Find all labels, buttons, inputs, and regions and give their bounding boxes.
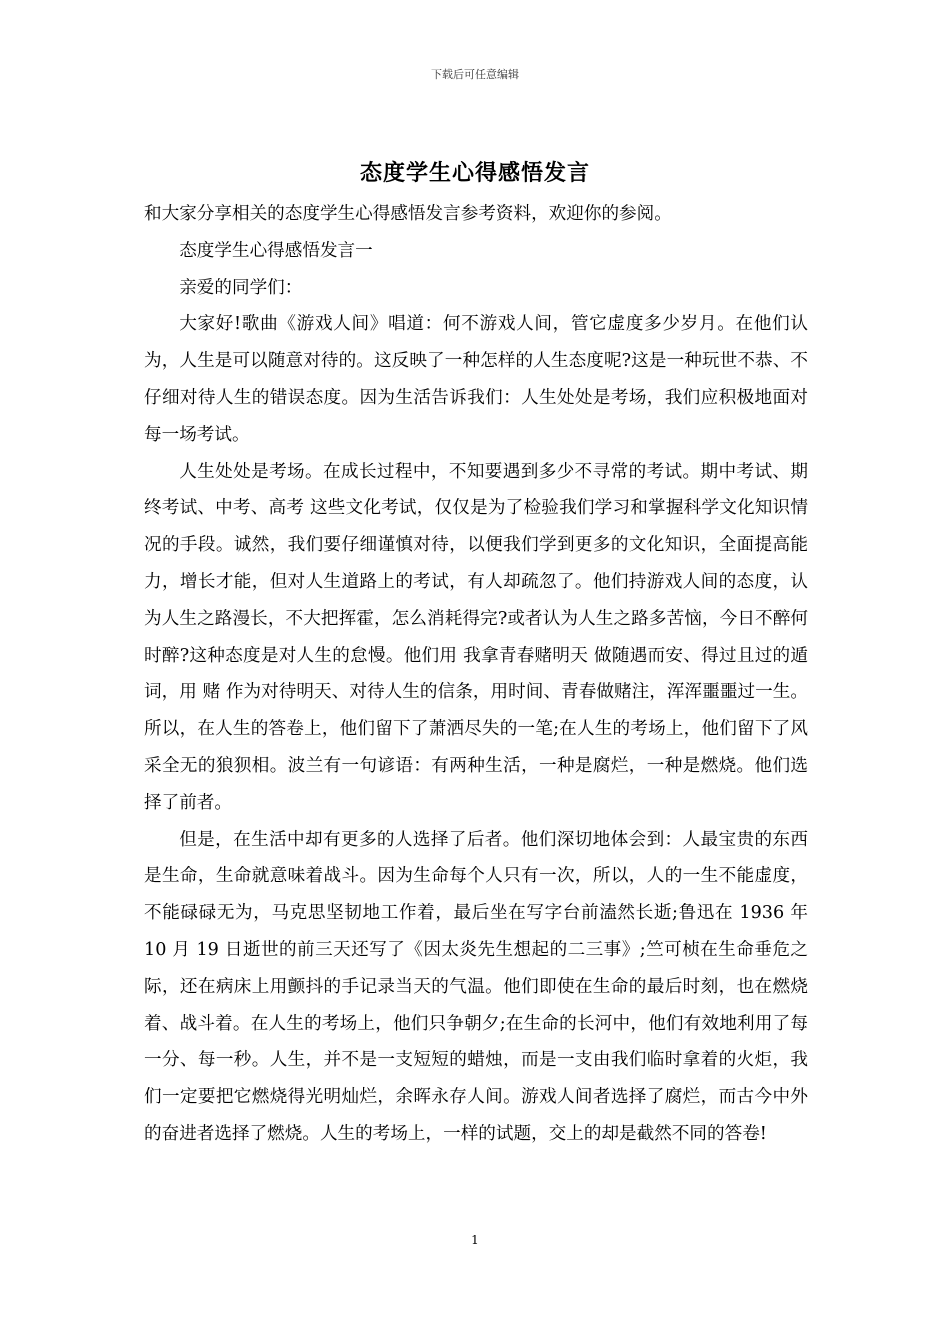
body-paragraph: 但是，在生活中却有更多的人选择了后者。他们深切地体会到：人最宝贵的东西是生命，生命就意味着战斗。因为生命每个人只有一次，所以，人的一生不能虚度，不能碌碌无为，马克思坚韧地工作着，最后坐在写字台前溘然长逝;鲁迅在 1936 年 10 月 19 日逝世的前三天还写了《因太炎先生想起的二三事》;竺可桢在生命垂危之际，还在病床上用颤抖的手记录当天的气温。他们即使在生命的最后时刻，也在燃烧着、战斗着。在人生的考场上，他们只争朝夕;在生命的长河中，他们有效地利用了每一分、每一秒。人生，并不是一支短短的蜡烛，而是一支由我们临时拿着的火炬，我们一定要把它燃烧得光明灿烂，余晖永存人间。游戏人间者选择了腐烂，而古今中外的奋进者选择了燃烧。人生的考场上，一样的试题，交上的却是截然不同的答卷!: [144, 829, 808, 1144]
page-header: 下载后可任意编辑: [431, 68, 519, 81]
section-heading: 态度学生心得感悟发言一: [179, 240, 373, 261]
intro-paragraph: 和大家分享相关的态度学生心得感悟发言参考资料，欢迎你的参阅。: [144, 204, 672, 224]
document-body: [144, 196, 808, 1153]
body-paragraph: 人生处处是考场。在成长过程中，不知要遇到多少不寻常的考试。期中考试、期终考试、中考、高考 这些文化考试，仅仅是为了检验我们学习和掌握科学文化知识情况的手段。诚然，我们要仔细谨慎对待，以便我们学到更多的文化知识，全面提高能力，增长才能，但对人生道路上的考试，有人却疏忽了。他们持游戏人间的态度，认为人生之路漫长，不大把挥霍，怎么消耗得完?或者认为人生之路多苦恼，今日不醉何时醉?这种态度是对人生的怠慢。他们用 我拿青春赌明天 做随遇而安、得过且过的遁词，用 赌 作为对待明天、对待人生的信条，用时间、青春做赌注，浑浑噩噩过一生。所以，在人生的答卷上，他们留下了萧洒尽失的一笔;在人生的考场上，他们留下了风采全无的狼狈相。波兰有一句谚语：有两种生活，一种是腐烂，一种是燃烧。他们选择了前者。: [144, 461, 808, 813]
salutation: 亲爱的同学们：: [179, 277, 303, 298]
body-paragraph: 大家好!歌曲《游戏人间》唱道：何不游戏人间，管它虚度多少岁月。在他们认为，人生是可以随意对待的。这反映了一种怎样的人生态度呢?这是一种玩世不恭、不仔细对待人生的错误态度。因为生活告诉我们：人生处处是考场，我们应积极地面对每一场考试。: [144, 314, 808, 445]
page-number: 1: [471, 1233, 479, 1247]
document-title: 态度学生心得感悟发言: [359, 161, 590, 186]
